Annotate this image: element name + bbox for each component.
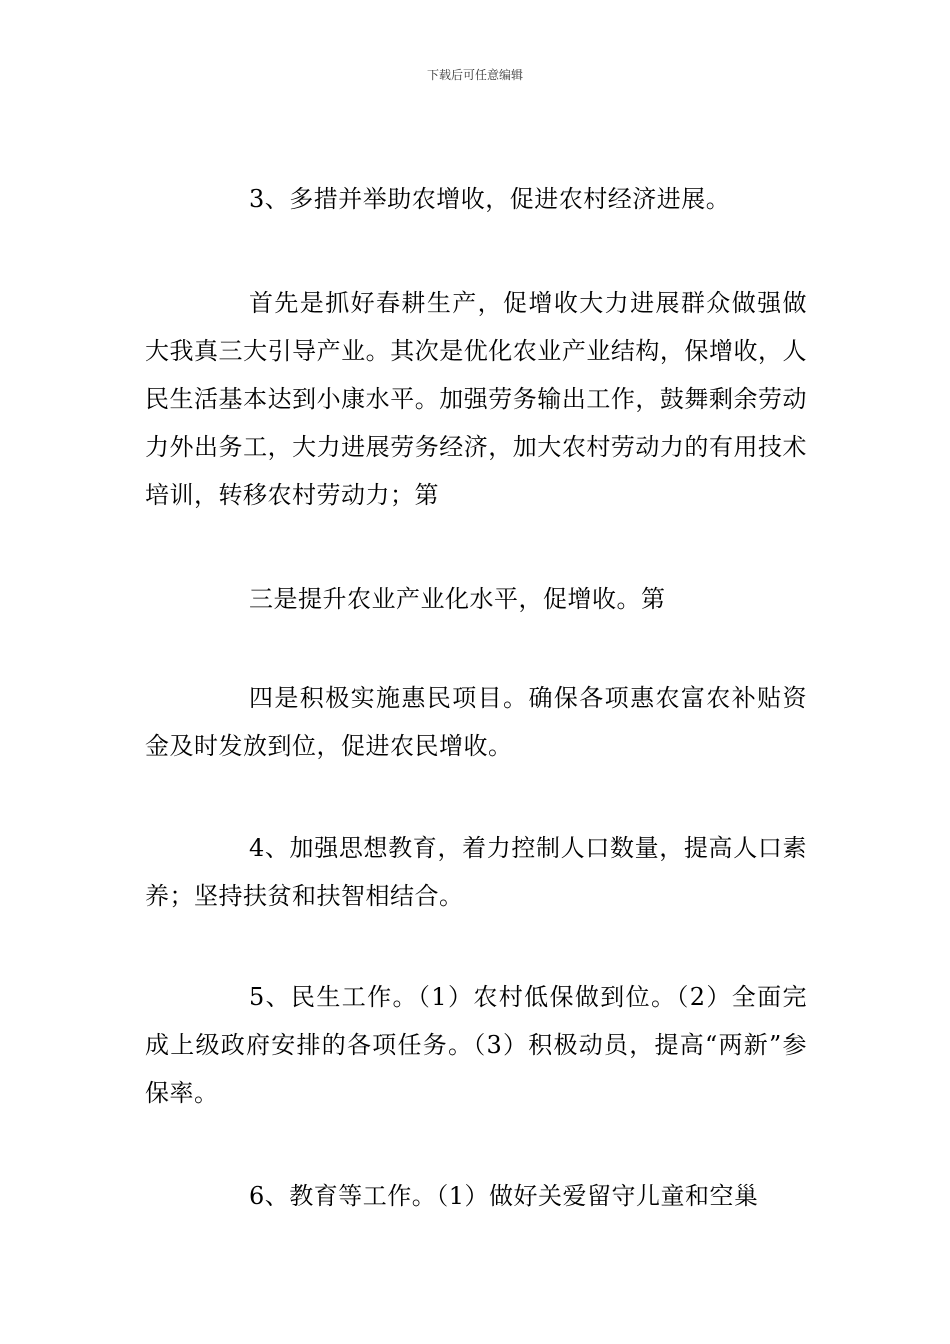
paragraph-6: 5、民生工作。（1）农村低保做到位。（2）全面完成上级政府安排的各项任务。（3）积极动员，提高“两新”参保率。: [145, 983, 807, 1107]
paragraph-2: 首先是抓好春耕生产，促增收大力进展群众做强做大我真三大引导产业。其次是优化农业产业结构，保增收，人民生活基本达到小康水平。加强劳务输出工作，鼓舞剩余劳动力外出务工，大力进展劳务经济，加大农村劳动力的有用技术培训，转移农村劳动力；第: [145, 289, 807, 509]
paragraph-3: 三是提升农业产业化水平，促增收。第: [249, 585, 666, 613]
paragraph-1: 3、多措并举助农增收，促进农村经济进展。: [249, 185, 731, 213]
paragraph-5: 4、加强思想教育，着力控制人口数量，提高人口素养；坚持扶贫和扶智相结合。: [145, 834, 807, 910]
paragraph-7: 6、教育等工作。（1）做好关爱留守儿童和空巢: [249, 1182, 759, 1210]
header-note: 下载后可任意编辑: [426, 68, 523, 82]
paragraph-4: 四是积极实施惠民项目。确保各项惠农富农补贴资金及时发放到位，促进农民增收。: [145, 684, 807, 760]
